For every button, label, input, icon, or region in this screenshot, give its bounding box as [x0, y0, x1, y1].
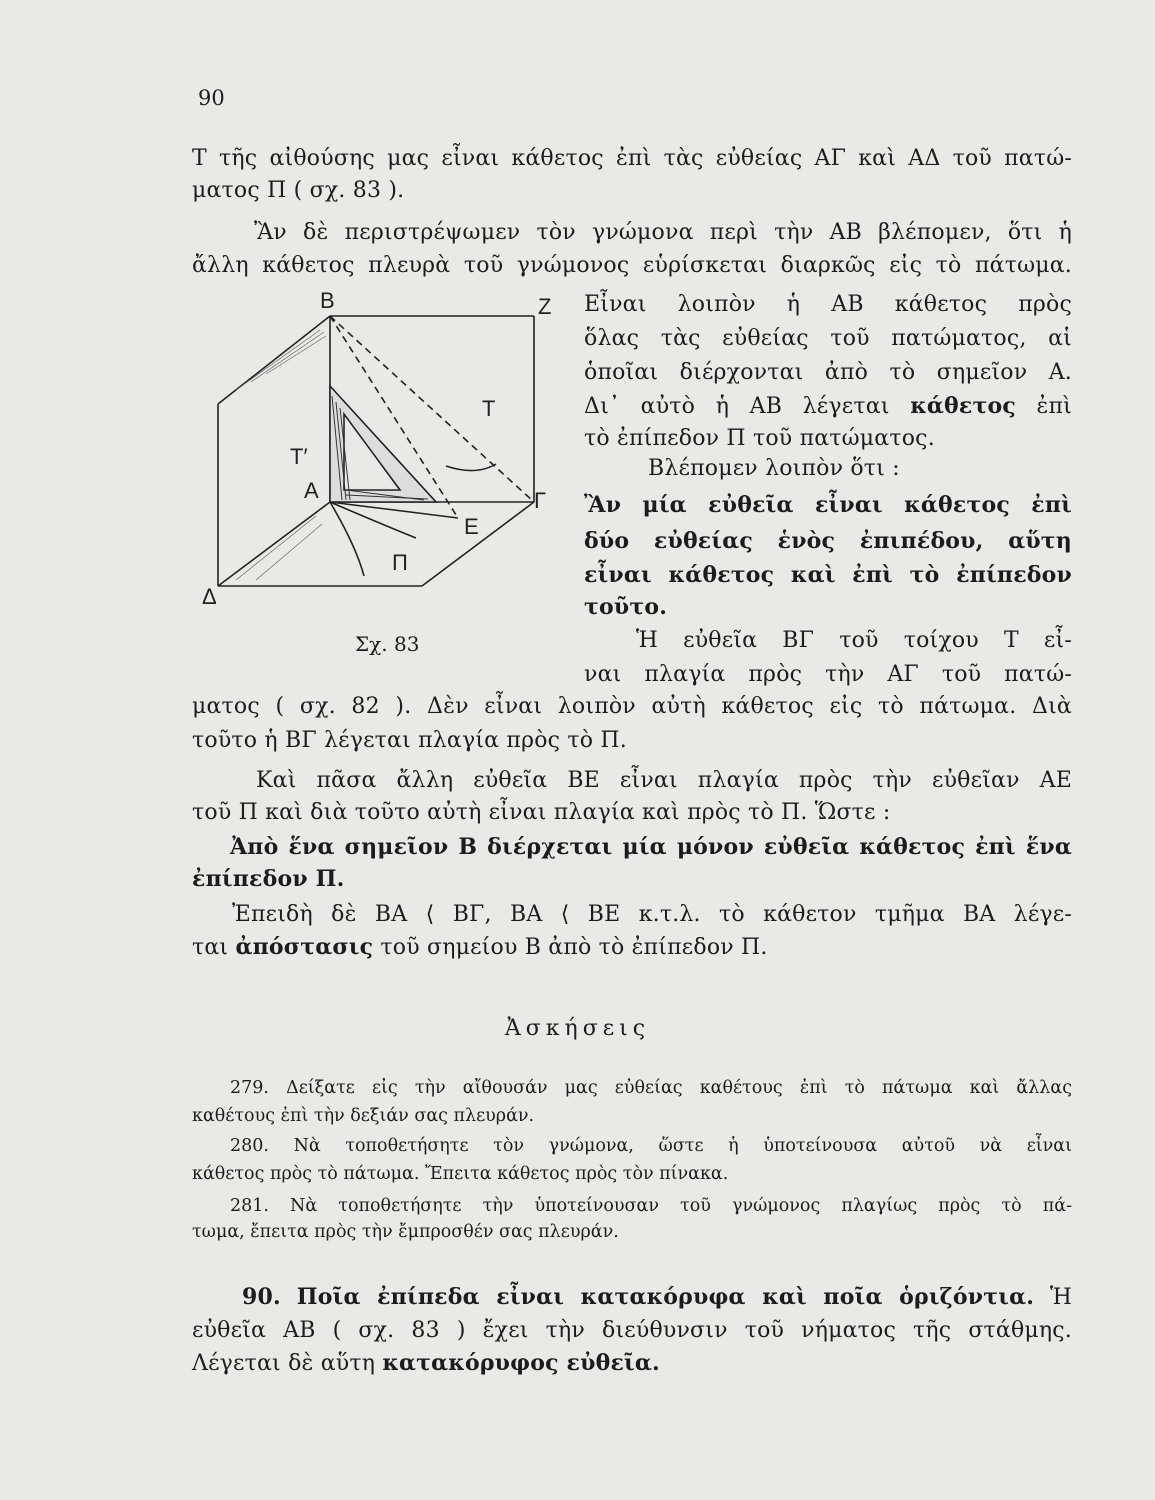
- set-square-inner: [344, 414, 400, 490]
- label-D: Δ: [202, 584, 217, 606]
- section-number: 90.: [242, 1284, 281, 1310]
- label-G: Γ: [534, 488, 547, 513]
- text-line: [584, 393, 1072, 419]
- floor-curve: [330, 502, 364, 576]
- text-span: Λέγεται δὲ αὕτη: [192, 1351, 376, 1376]
- exercises-heading: Ἀσκήσεις: [504, 1016, 651, 1041]
- text-line: τοῦτο ἡ ΒΓ λέγεται πλαγία πρὸς τὸ Π.: [192, 728, 627, 753]
- text-line: ὅλας τὰς εὐθείας τοῦ πατώματος, αἱ: [584, 326, 1072, 351]
- label-B: B: [320, 288, 335, 313]
- text-line: ματος ( σχ. 82 ). Δὲν εἶναι λοιπὸν αὐτὴ κάθετος εἰς τὸ πάτωμα. Διὰ: [192, 694, 1072, 719]
- figure-caption: Σχ. 83: [355, 632, 420, 656]
- label-E: E: [464, 514, 479, 539]
- text-span: ἐπὶ: [1036, 394, 1073, 419]
- bold-term: κάθετος: [910, 393, 1016, 419]
- label-T-prime: T′: [290, 444, 308, 469]
- text-span: τοῦ σημείου Β ἀπὸ τὸ ἐπίπεδον Π.: [380, 935, 768, 960]
- text-line: Ἂν δὲ περιστρέψωμεν τὸν γνώμονα περὶ τὴν ΑΒ βλέπομεν, ὅτι ἡ: [254, 220, 1072, 245]
- text-line: εὐθεῖα ΑΒ ( σχ. 83 ) ἔχει τὴν διεύθυνσιν τοῦ νήματος τῆς στάθμης.: [192, 1318, 1072, 1343]
- text-span: Δι᾽ αὐτὸ ἡ ΑΒ λέγεται: [584, 394, 890, 419]
- theorem-line: τοῦτο.: [584, 594, 668, 620]
- text-line: Εἶναι λοιπὸν ἡ ΑΒ κάθετος πρὸς: [584, 292, 1072, 317]
- text-line: Ἡ εὐθεῖα ΒΓ τοῦ τοίχου Τ εἶ-: [636, 628, 1072, 653]
- theorem-line: δύο εὐθείας ἑνὸς ἐπιπέδου, αὕτη: [584, 528, 1072, 554]
- section-title: Ποῖα ἐπίπεδα εἶναι κατακόρυφα καὶ ποῖα ὁριζόντια.: [296, 1284, 1035, 1310]
- text-line: Καὶ πᾶσα ἄλλη εὐθεῖα ΒΕ εἶναι πλαγία πρὸς τὴν εὐθεῖαν ΑΕ: [256, 768, 1072, 793]
- text-line: τοῦ Π καὶ διὰ τοῦτο αὐτὴ εἶναι πλαγία καὶ πρὸς τὸ Π. Ὥστε :: [192, 800, 891, 825]
- theorem-line: Ἀπὸ ἕνα σημεῖον Β διέρχεται μία μόνον εὐθεῖα κάθετος ἐπὶ ἕνα: [230, 834, 1072, 860]
- text-line: [192, 1350, 1072, 1376]
- text-line: ὁποῖαι διέρχονται ἀπὸ τὸ σημεῖον Α.: [584, 360, 1072, 385]
- exercise-line: κάθετος πρὸς τὸ πάτωμα. Ἔπειτα κάθετος πρὸς τὸν πίνακα.: [192, 1164, 729, 1184]
- label-P: Π: [392, 550, 408, 575]
- angle-arc: [446, 464, 496, 471]
- text-line: ναι πλαγία πρὸς τὴν ΑΓ τοῦ πατώ-: [584, 662, 1072, 687]
- bold-term: κατακόρυφος εὐθεῖα.: [382, 1350, 660, 1376]
- bold-term: ἀπόστασις: [235, 934, 374, 960]
- text-span: Ἡ: [1049, 1285, 1072, 1310]
- exercise-line: 280. Νὰ τοποθετήσητε τὸν γνώμονα, ὥστε ἡ ὑποτείνουσα αὐτοῦ νὰ εἶναι: [230, 1136, 1072, 1156]
- text-line: Τ τῆς αἰθούσης μας εἶναι κάθετος ἐπὶ τὰς εὐθείας ΑΓ καὶ ΑΔ τοῦ πατώ-: [192, 146, 1072, 171]
- text-line: ματος Π ( σχ. 83 ).: [192, 178, 405, 203]
- text-line: Βλέπομεν λοιπὸν ὅτι :: [648, 456, 900, 481]
- exercise-line: 279. Δείξατε εἰς τὴν αἴθουσάν μας εὐθείας καθέτους ἐπὶ τὸ πάτωμα καὶ ἄλλας: [230, 1078, 1072, 1098]
- exercise-line: 281. Νὰ τοποθετήσητε τὴν ὑποτείνουσαν τοῦ γνώμονος πλαγίως πρὸς τὸ πά-: [230, 1196, 1072, 1216]
- theorem-line: Ἂν μία εὐθεῖα εἶναι κάθετος ἐπὶ: [584, 492, 1072, 518]
- theorem-line: εἶναι κάθετος καὶ ἐπὶ τὸ ἐπίπεδον: [584, 562, 1072, 588]
- exercise-line: καθέτους ἐπὶ τὴν δεξιάν σας πλευράν.: [192, 1106, 535, 1126]
- text-line: τὸ ἐπίπεδον Π τοῦ πατώματος.: [584, 426, 935, 451]
- section-title-line: [242, 1284, 1072, 1310]
- label-Z: Z: [538, 294, 552, 319]
- label-T: T: [482, 396, 496, 421]
- figure-83: [196, 286, 566, 606]
- text-line: Ἐπειδὴ δὲ ΒΑ ⟨ ΒΓ, ΒΑ ⟨ ΒΕ κ.τ.λ. τὸ κάθετον τμῆμα ΒΑ λέγε-: [232, 902, 1072, 927]
- text-line: ἄλλη κάθετος πλευρὰ τοῦ γνώμονος εὑρίσκεται διαρκῶς εἰς τὸ πάτωμα.: [192, 253, 1072, 278]
- exercise-line: τωμα, ἔπειτα πρὸς τὴν ἔμπροσθέν σας πλευράν.: [192, 1222, 619, 1242]
- line-AD: [218, 502, 330, 586]
- theorem-line: ἐπίπεδον Π.: [192, 866, 345, 892]
- label-A: A: [304, 478, 319, 503]
- text-line: [192, 934, 1072, 960]
- text-span: ται: [192, 935, 229, 960]
- page-number: 90: [198, 86, 225, 110]
- side-wall-top: [218, 316, 330, 404]
